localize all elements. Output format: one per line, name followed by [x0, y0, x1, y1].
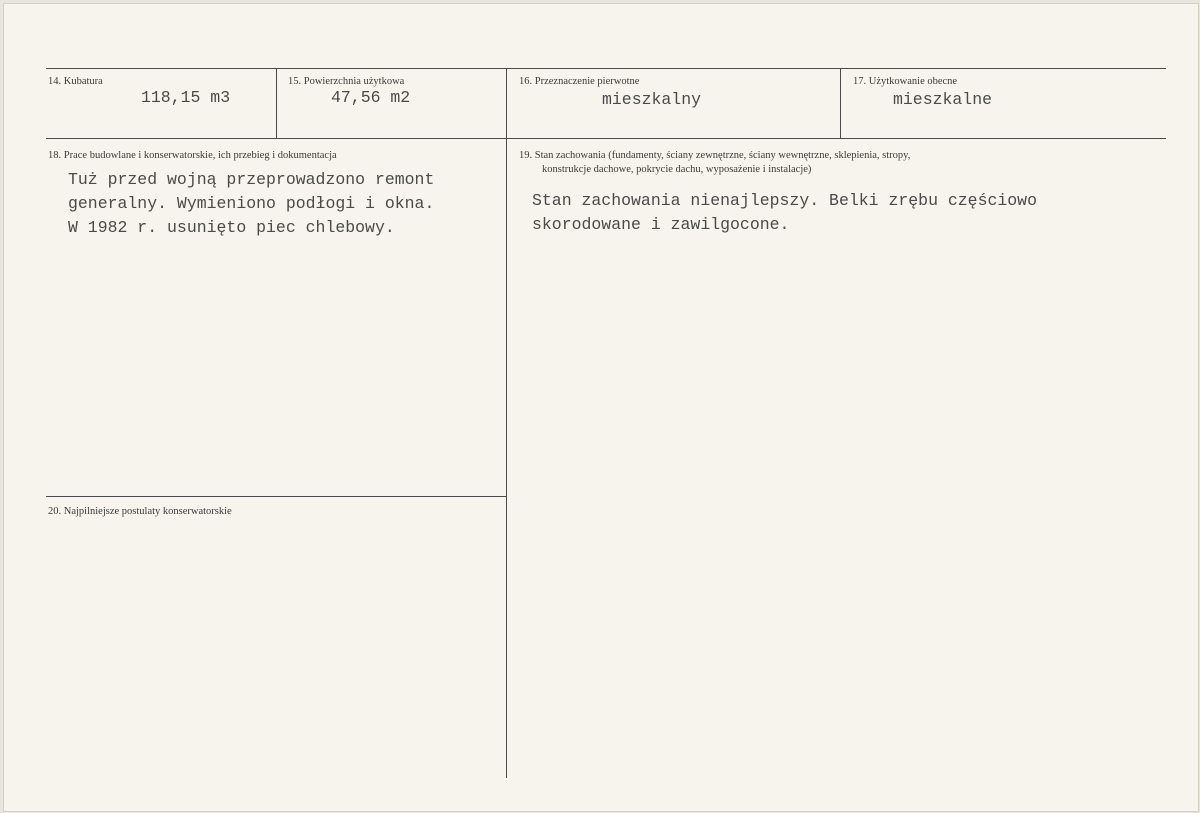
mid-rule [46, 138, 1166, 139]
field-19-label-line-2: konstrukcje dachowe, pokrycie dachu, wyposażenie i instalacje) [542, 164, 812, 175]
section-20-rule [46, 496, 506, 497]
field-18-line-3: W 1982 r. usunięto piec chlebowy. [68, 218, 395, 237]
top-rule [46, 68, 1166, 69]
field-15-value: 47,56 m2 [331, 88, 411, 107]
field-16-value: mieszkalny [602, 90, 702, 109]
divider-16-17 [840, 68, 841, 138]
divider-main [506, 138, 507, 778]
field-19-line-2: skorodowane i zawilgocone. [532, 215, 790, 234]
field-18-label: 18. Prace budowlane i konserwatorskie, ich przebieg i dokumentacja [48, 150, 337, 161]
field-19-label-line-1: 19. Stan zachowania (fundamenty, ściany zewnętrzne, ściany wewnętrzne, sklepienia, stropy, [519, 150, 911, 161]
divider-14-15 [276, 68, 277, 138]
field-15-label: 15. Powierzchnia użytkowa [288, 76, 405, 87]
field-18-line-2: generalny. Wymieniono podłogi i okna. [68, 194, 435, 213]
field-20-label: 20. Najpilniejsze postulaty konserwatorskie [48, 506, 232, 517]
field-17-value: mieszkalne [893, 90, 993, 109]
field-18-line-1: Tuż przed wojną przeprowadzono remont [68, 170, 435, 189]
inventory-card [3, 3, 1199, 812]
field-16-label: 16. Przeznaczenie pierwotne [519, 76, 640, 87]
field-14-value: 118,15 m3 [141, 88, 231, 107]
divider-15-16 [506, 68, 507, 138]
field-19-line-1: Stan zachowania nienajlepszy. Belki zrębu częściowo [532, 191, 1037, 210]
field-14-label: 14. Kubatura [48, 76, 103, 87]
field-17-label: 17. Użytkowanie obecne [853, 76, 958, 87]
